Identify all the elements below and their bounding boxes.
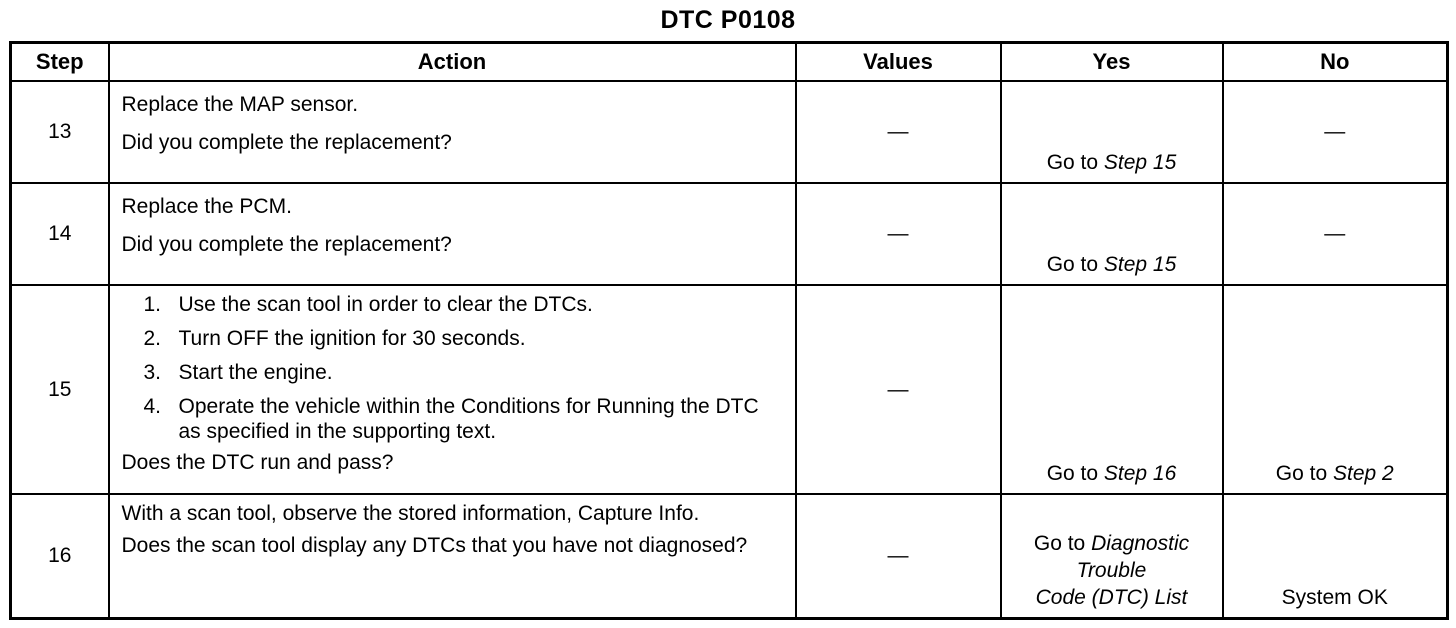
values-dash: — (887, 377, 909, 401)
no-cell (1223, 285, 1448, 494)
list-item (122, 326, 783, 351)
yes-cell (1001, 183, 1223, 285)
table-header-row (11, 43, 1448, 82)
no-step-link[interactable]: Step 2 (1332, 462, 1394, 485)
action-list (122, 292, 783, 444)
no-cell (1223, 81, 1448, 183)
header-values: Values (796, 43, 1001, 82)
list-number: 4. (143, 395, 162, 418)
action-question: Does the DTC run and pass? (121, 451, 394, 474)
yes-prefix: Go to (1046, 462, 1104, 485)
list-item (122, 292, 783, 317)
list-item (122, 394, 783, 444)
table-row (11, 183, 1448, 285)
action-cell (109, 183, 796, 285)
action-cell (109, 285, 796, 494)
yes-link-line3[interactable]: Code (DTC) List (1035, 585, 1188, 609)
yes-step-link[interactable]: Step 15 (1103, 151, 1177, 174)
values-dash: — (887, 222, 909, 245)
diagnostic-table (9, 41, 1449, 620)
values-cell (796, 285, 1001, 494)
list-text: Start the engine. (178, 361, 333, 384)
table-row (11, 285, 1448, 494)
action-question: Does the scan tool display any DTCs that you have not diagnosed? (121, 534, 748, 557)
values-dash: — (887, 120, 909, 143)
header-yes: Yes (1001, 43, 1223, 82)
no-prefix: Go to (1275, 462, 1333, 485)
yes-cell (1001, 494, 1223, 618)
no-dash: — (1324, 120, 1346, 143)
yes-cell (1001, 81, 1223, 183)
list-text: Operate the vehicle within the Conditions for Running the DTC as specified in the supporting text. (178, 395, 759, 443)
list-number: 2. (143, 327, 162, 350)
table-row (11, 494, 1448, 618)
table-row (11, 81, 1448, 183)
step-number: 15 (11, 285, 109, 494)
values-cell (796, 81, 1001, 183)
values-cell (796, 494, 1001, 618)
yes-step-link[interactable]: Step 16 (1103, 462, 1177, 485)
list-number: 3. (143, 361, 162, 384)
yes-prefix: Go to (1046, 151, 1104, 174)
list-number: 1. (143, 293, 162, 316)
step-number: 14 (11, 183, 109, 285)
yes-link-line1[interactable]: Diagnostic (1091, 531, 1190, 555)
step-number: 16 (11, 494, 109, 618)
values-cell (796, 183, 1001, 285)
yes-link-line2[interactable]: Trouble (1076, 558, 1147, 582)
yes-prefix: Go to (1046, 253, 1104, 276)
values-dash: — (887, 543, 909, 567)
list-text: Turn OFF the ignition for 30 seconds. (178, 327, 526, 350)
step-number: 13 (11, 81, 109, 183)
yes-cell (1001, 285, 1223, 494)
action-text: Replace the MAP sensor. (121, 93, 359, 116)
action-question: Did you complete the replacement? (121, 131, 452, 154)
action-cell (109, 494, 796, 618)
yes-step-link[interactable]: Step 15 (1103, 253, 1177, 276)
list-item (122, 360, 783, 385)
page-title: DTC P0108 (660, 6, 796, 34)
header-step: Step (11, 43, 109, 82)
list-text: Use the scan tool in order to clear the DTCs. (178, 293, 593, 316)
no-cell (1223, 183, 1448, 285)
no-cell: System OK (1223, 494, 1448, 618)
action-question: Did you complete the replacement? (121, 233, 452, 256)
yes-prefix: Go to (1033, 531, 1092, 555)
header-action: Action (109, 43, 796, 82)
action-text: With a scan tool, observe the stored information, Capture Info. (121, 502, 700, 525)
action-cell (109, 81, 796, 183)
header-no: No (1223, 43, 1448, 82)
no-dash: — (1324, 222, 1346, 245)
action-text: Replace the PCM. (121, 195, 292, 218)
